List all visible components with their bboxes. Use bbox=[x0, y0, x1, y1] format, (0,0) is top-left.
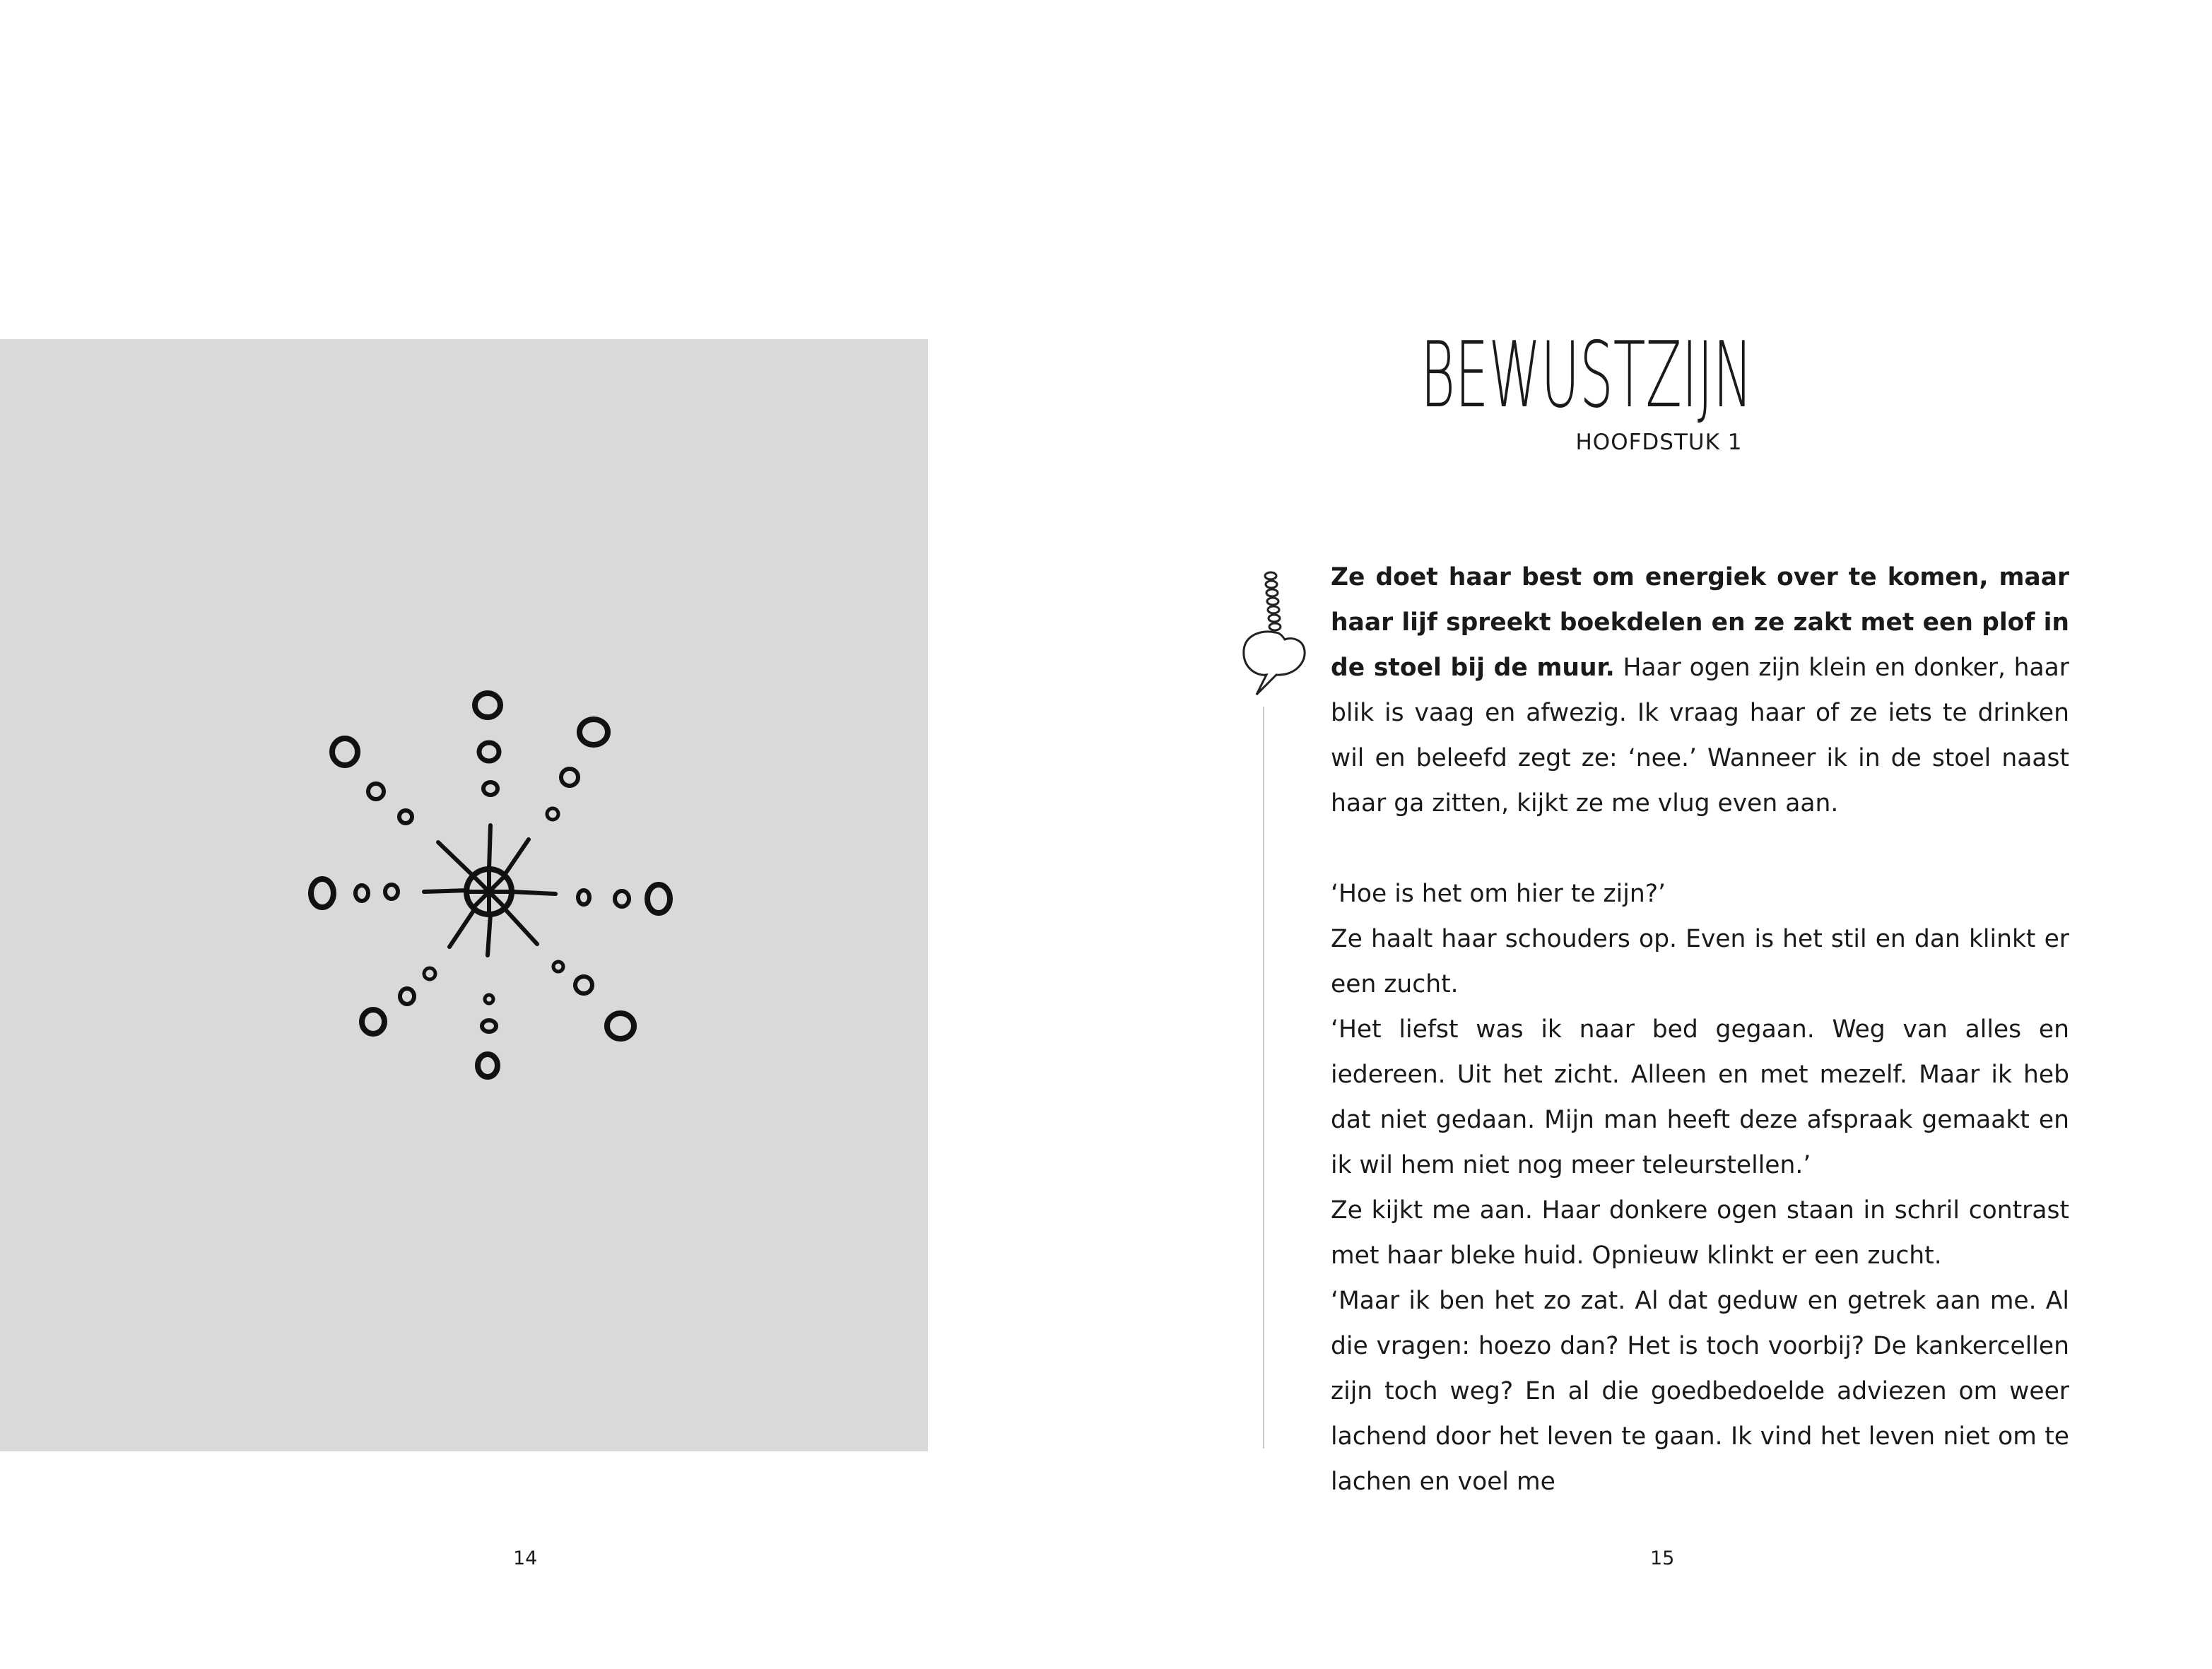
snowflake-drawing bbox=[269, 664, 707, 1102]
intro-text: Haar ogen zijn klein en donker, haar blik is vaag en afwezig. Ik vraag haar of ze iets te drinken wil en beleefd zegt ze: ‘nee.’ Wanneer ik in de stoel naast haar ga zitten, kijkt ze me vlug even aan. bbox=[1331, 654, 2069, 818]
right-page bbox=[1106, 0, 2212, 1669]
intro-paragraph bbox=[1331, 555, 2069, 826]
paragraph: ‘Het liefst was ik naar bed gegaan. Weg van alles en iedereen. Uit het zicht. Alleen en met mezelf. Maar ik heb dat niet gedaan. Mijn man heeft deze afspraak gemaakt en ik wil hem niet nog meer teleurstellen.’ bbox=[1331, 1015, 2069, 1179]
body-text bbox=[1331, 555, 2069, 1504]
intro-bold-text: Ze doet haar best om energiek over te komen, maar haar lijf spreekt boekdelen en ze zakt met een plof in de stoel bij de muur. bbox=[1331, 563, 2069, 682]
spring-speech-bubble-icon bbox=[1235, 569, 1310, 703]
paragraph: ‘Maar ik ben het zo zat. Al dat geduw en getrek aan me. Al die vragen: hoezo dan? Het is toch voorbij? De kankercellen zijn toch weg? En al die goedbedoelde adviezen om weer lachend door het leven te gaan. Ik vind het leven niet om te lachen en voel me bbox=[1331, 1287, 2069, 1496]
page-number-left: 14 bbox=[513, 1547, 538, 1569]
paragraph: ‘Hoe is het om hier te zijn?’ bbox=[1331, 880, 1666, 908]
margin-rule bbox=[1263, 707, 1264, 1449]
paragraph: Ze kijkt me aan. Haar donkere ogen staan in schril contrast met haar bleke huid. Opnieuw klinkt er een zucht. bbox=[1331, 1196, 2069, 1270]
paragraph: Ze haalt haar schouders op. Even is het stil en dan klinkt er een zucht. bbox=[1331, 925, 2069, 998]
svg-text:BEWUSTZIJN: BEWUSTZIJN bbox=[1420, 323, 1753, 428]
page-number-right: 15 bbox=[1650, 1547, 1675, 1569]
chapter-subtitle: HOOFDSTUK 1 bbox=[1575, 430, 1743, 455]
chapter-title bbox=[1417, 318, 1756, 431]
